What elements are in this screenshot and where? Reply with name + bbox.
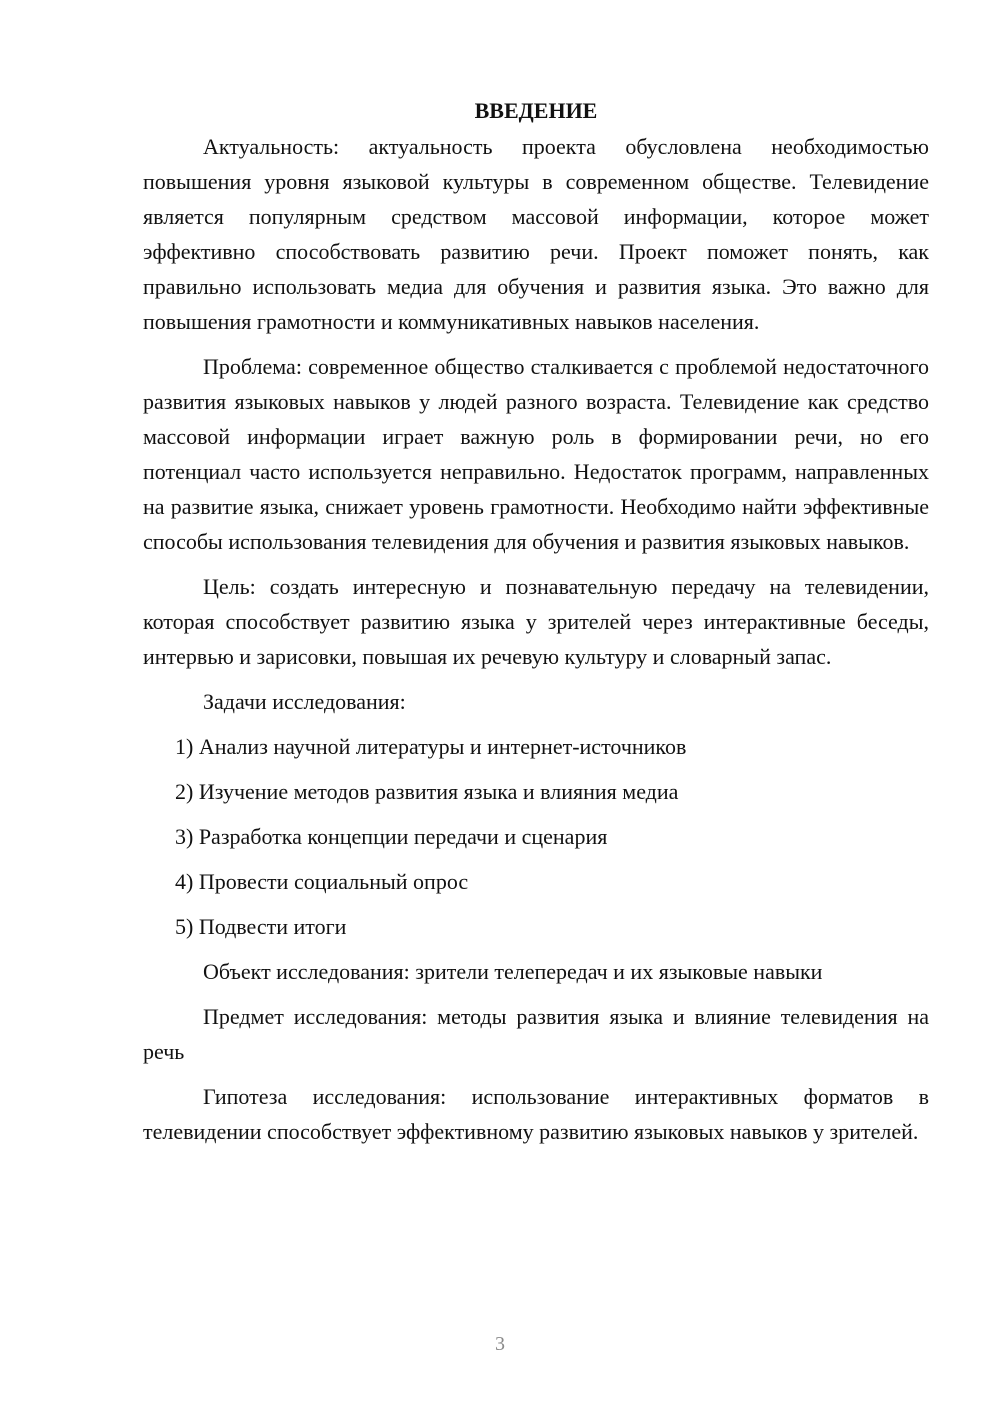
task-item: 1) Анализ научной литературы и интернет-источников [175,734,687,759]
task-item: 2) Изучение методов развития языка и влияния медиа [175,779,679,804]
task-item: 4) Провести социальный опрос [175,869,469,894]
subject-paragraph: Предмет исследования: методы развития языка и влияние телевидения на речь [143,1004,929,1064]
tasks-heading: Задачи исследования: [203,689,406,714]
problem-paragraph: Проблема: современное общество сталкивается с проблемой недостаточного развития языковых навыков у людей разного возраста. Телевидение как средство массовой информации играет важную роль в формировании речи, но его потенциал часто используется неправильно. Недостаток программ, направленных на развитие языка, снижает уровень грамотности. Необходимо найти эффективные способы использования телевидения для обучения и развития языковых навыков. [143,354,929,554]
section-heading: ВВЕДЕНИЕ [474,98,598,123]
task-item: 5) Подвести итоги [175,914,347,939]
tasks-list [143,729,929,944]
object-paragraph: Объект исследования: зрители телепередач и их языковые навыки [203,959,823,984]
task-item: 3) Разработка концепции передачи и сценария [175,824,608,849]
page-number: 3 [495,1333,505,1355]
goal-paragraph: Цель: создать интересную и познавательную передачу на телевидении, которая способствует развитию языка у зрителей через интерактивные беседы, интервью и зарисовки, повышая их речевую культуру и словарный запас. [143,574,929,669]
hypothesis-paragraph: Гипотеза исследования: использование интерактивных форматов в телевидении способствует эффективному развитию языковых навыков у зрителей. [143,1084,929,1144]
relevance-paragraph: Актуальность: актуальность проекта обусловлена необходимостью повышения уровня языковой культуры в современном обществе. Телевидение является популярным средством массовой информации, которое может эффективно способствовать развитию речи. Проект поможет понять, как правильно использовать медиа для обучения и развития языка. Это важно для повышения грамотности и коммуникативных навыков населения. [143,134,929,334]
